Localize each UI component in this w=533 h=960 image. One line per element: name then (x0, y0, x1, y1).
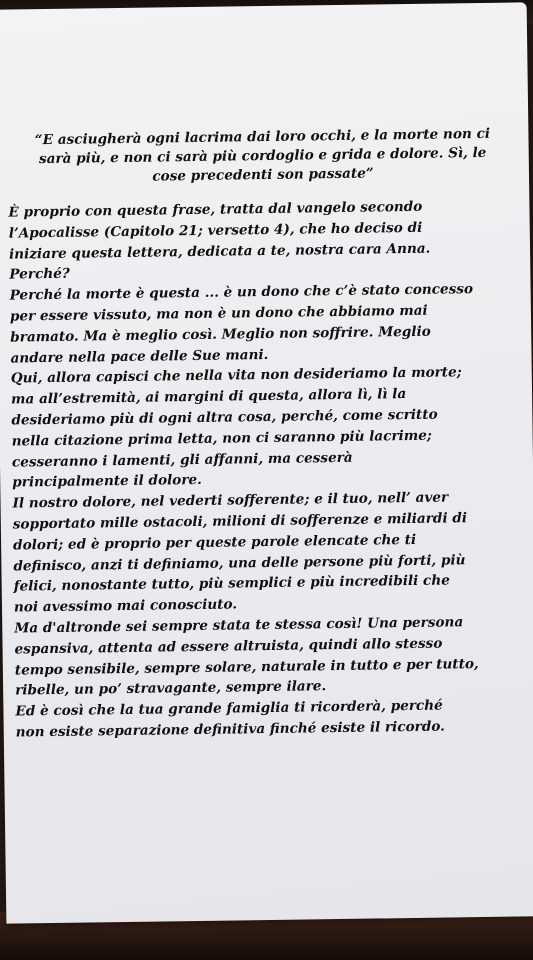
body-line: per essere vissuto, ma non è un dono che abbiamo mai (9, 302, 428, 325)
body-line: nella citazione prima letta, non ci saranno più lacrime; (11, 427, 432, 450)
letter-text (7, 124, 525, 743)
body-line: principalmente il dolore. (12, 472, 202, 491)
paper-sheet (0, 2, 533, 923)
bible-quote (7, 124, 518, 188)
body-line: Ed è così che la tua grande famiglia ti ricorderà, perché (15, 697, 443, 720)
body-line: felici, nonostante tutto, più semplici e più incredibili che (13, 572, 450, 595)
quote-line: cose precedenti son passate” (152, 165, 374, 185)
body-line: Qui, allora capisci che nella vita non desideriamo la morte; (10, 364, 462, 387)
body-line: iniziare questa lettera, dedicata a te, nostra cara Anna. (8, 240, 431, 263)
quote-line: “E asciugherà ogni lacrima dai loro occhi, e la morte non ci (34, 125, 491, 149)
body-line: ribelle, un po’ stravagante, sempre ilare. (15, 678, 327, 699)
body-line: Il nostro dolore, nel vederti sofferente; e il tuo, nell’ aver (12, 489, 449, 512)
letter-body (8, 195, 525, 743)
body-line: dolori; ed è proprio per queste parole elencate che ti (13, 531, 417, 554)
body-line: desideriamo più di ogni altra cosa, perché, come scritto (11, 406, 438, 429)
body-line: espansiva, attenta ad essere altruista, quindi allo stesso (14, 635, 443, 658)
body-line: sopportato mille ostacoli, milioni di sofferenze e miliardi di (12, 510, 468, 533)
body-line: tempo sensibile, sempre solare, naturale in tutto e per tutto, (14, 655, 479, 679)
body-line: Perché la morte è questa ... è un dono che c’è stato concesso (9, 281, 474, 304)
body-line: È proprio con questa frase, tratta dal vangelo secondo (8, 198, 423, 221)
body-line: cesseranno i lamenti, gli affanni, ma cesserà (11, 449, 353, 471)
body-line: l’Apocalisse (Capitolo 21; versetto 4), che ho deciso di (8, 219, 423, 242)
body-line: andare nella pace delle Sue mani. (10, 346, 269, 367)
body-line: non esiste separazione definitiva finché esiste il ricordo. (15, 718, 445, 741)
body-line: Perché? (9, 266, 70, 283)
body-line: bramato. Ma è meglio così. Meglio non soffrire. Meglio (10, 323, 431, 346)
body-line: definisco, anzi ti definiamo, una delle persone più forti, più (13, 551, 466, 575)
body-line: ma all’estremità, ai margini di questa, allora lì, lì la (10, 386, 407, 408)
body-line: noi avessimo mai conosciuto. (13, 596, 238, 616)
body-line: Ma d'altronde sei sempre stata te stessa così! Una persona (14, 614, 464, 637)
quote-line: sarà più, e non ci sarà più cordoglio e grida e dolore. Sì, le (38, 144, 487, 168)
